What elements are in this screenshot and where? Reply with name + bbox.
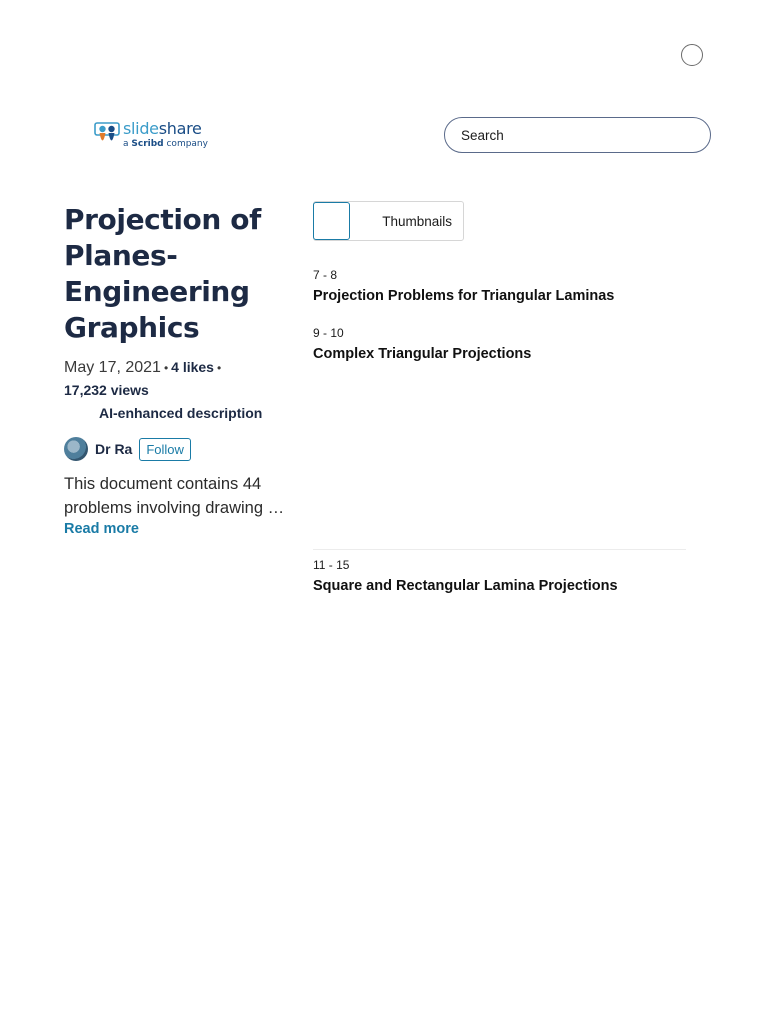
chapter-page-range: 7 - 8 [313,268,338,282]
description-line: problems involving drawing … [64,499,285,517]
chapter-page-range: 11 - 15 [313,558,350,572]
chapter-title[interactable]: Projection Problems for Triangular Laminas [313,288,615,304]
author-name[interactable]: Dr Ra [95,441,133,457]
logo-wordmark: slideshare [123,119,202,138]
list-view-button[interactable] [313,202,350,240]
ai-description-label: AI-enhanced description [99,405,263,421]
views-count: 17,232 views [64,382,149,398]
description-line: This document contains 44 [64,475,262,493]
document-info-panel [64,202,294,537]
document-title: Projection of Planes- Engineering Graphics [64,203,261,344]
separator-dot: • [216,361,222,375]
account-circle-icon[interactable] [681,44,703,66]
view-toggle [313,201,464,241]
logo-tagline: a Scribd company [123,139,208,149]
chapter-item[interactable] [313,557,618,596]
chapter-title[interactable]: Complex Triangular Projections [313,346,532,362]
chapter-page-range: 9 - 10 [313,326,344,340]
chapter-item[interactable] [313,325,531,364]
avatar[interactable] [64,437,88,461]
slideshare-logo-icon [94,120,120,150]
separator-dot: • [163,361,169,375]
thumbnails-button[interactable]: Thumbnails [382,213,452,229]
follow-button[interactable]: Follow [139,438,191,461]
chapter-item[interactable] [313,267,614,306]
document-meta [64,356,294,379]
divider [313,549,686,550]
publish-date: May 17, 2021 [64,359,161,376]
document-description [64,472,290,520]
likes-count: 4 likes [171,359,214,375]
search-input[interactable] [444,117,711,153]
author-row [64,437,294,461]
chapter-title[interactable]: Square and Rectangular Lamina Projections [313,578,618,594]
slideshare-logo[interactable] [94,120,208,150]
read-more-link[interactable]: Read more [64,521,139,537]
